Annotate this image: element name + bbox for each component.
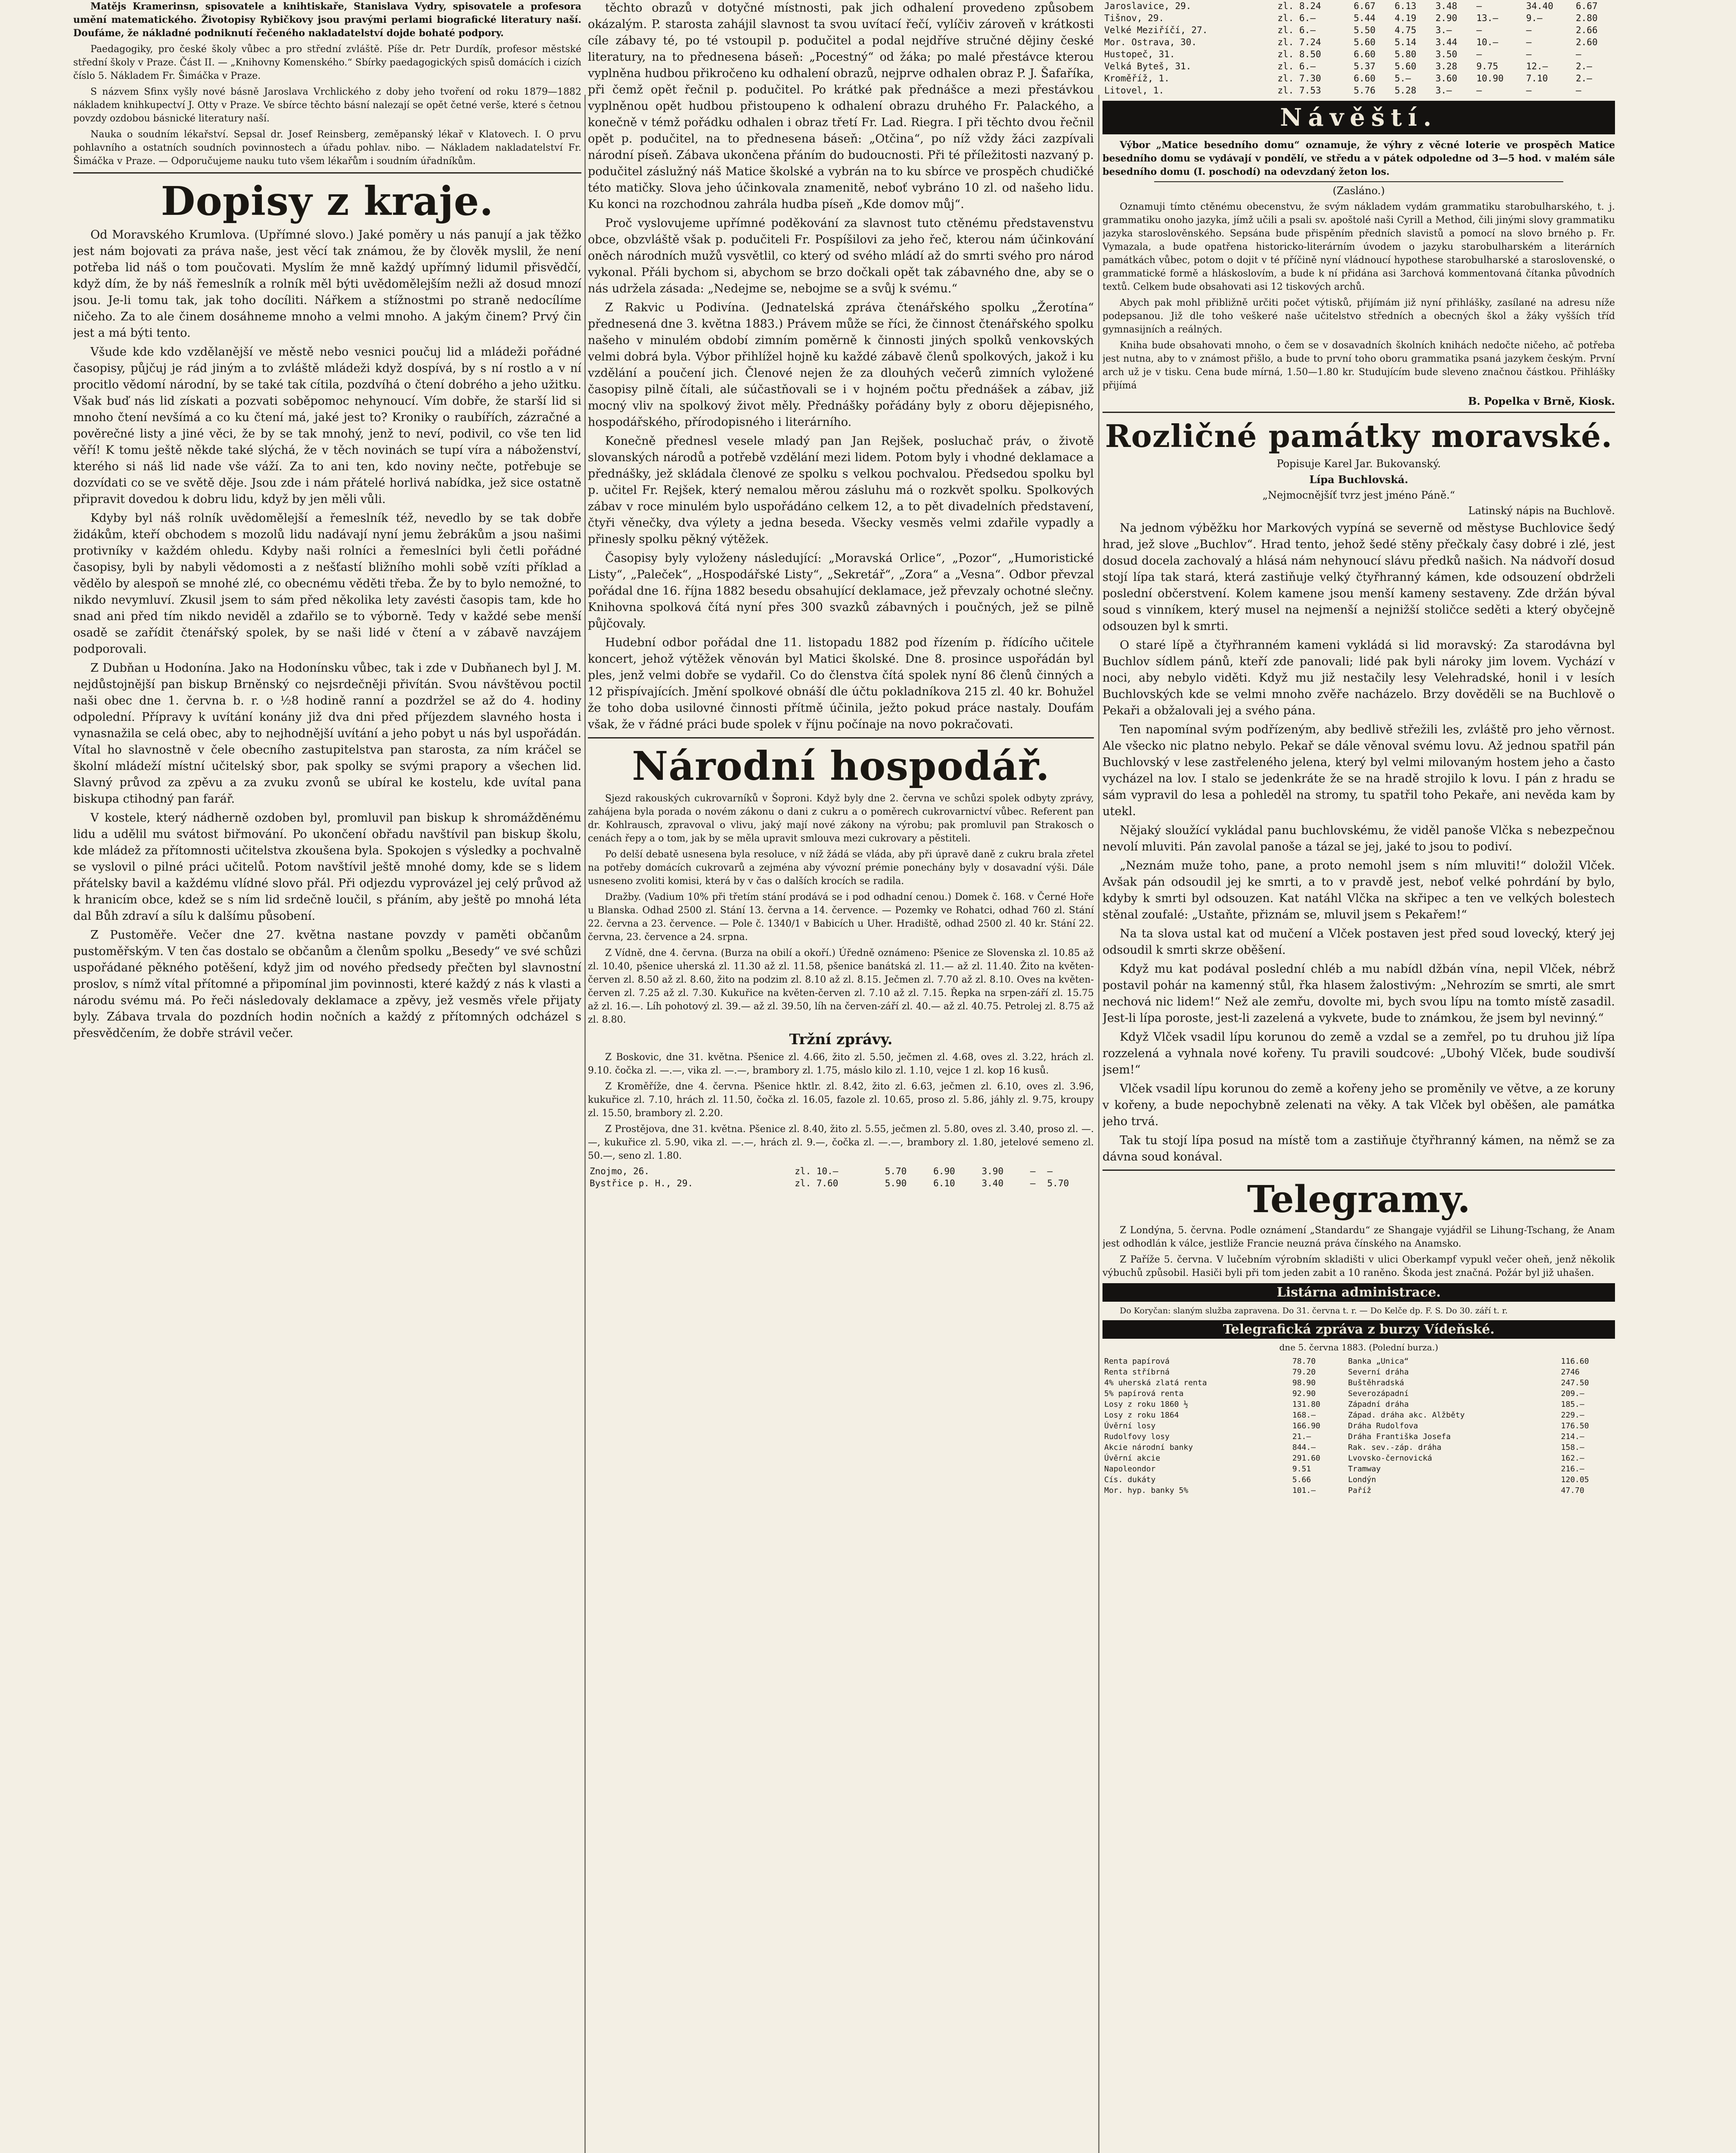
section-heading-hospodar: Národní hospodář. — [632, 743, 1050, 789]
article-paragraph: Dražby. (Vadium 10% při třetím stání prodává se i pod odhadní cenou.) Domek č. 168. v Černé Hoře u Blanska. Odhad 2500 zl. Stání 13. června a 14. července. — Pozemky ve Rohatci, odhad 760 zl. Stání 22. června a 23. července. — Pole č. 1340/1 v Babicích u Uher. Hradiště, odhad 2500 zl. 40 kr. Stání 22. června, 23. července a 24. srpna. — [588, 892, 1094, 943]
table-cell: 5.70 — [885, 1166, 907, 1176]
table-cell: 78.70 — [1292, 1357, 1316, 1366]
table-cell: Cís. dukáty — [1104, 1475, 1156, 1484]
article-paragraph: Z Vídně, dne 4. června. (Burza na obilí a okoří.) Úředně oznámeno: Pšenice ze Slovenska zl. 10.85 až zl. 10.40, pšenice uherská zl. 11.30 až zl. 11.58, pšenice banátská zl. 11.— až zl. 11.40. Žito na květen-červen zl. 8.50 až zl. 8.60, žito na podzim zl. 8.10 až zl. 8.15. Ječmen zl. 7.70 až zl. 8.10. Oves na květen-červen zl. 7.25 až zl. 7.30. Kukuřice na květen-červen zl. 7.10 až zl. 7.15. Řepka na srpen-září zl. 15.75 až zl. 16.—. Líh pohotový zl. 39.— až zl. 39.50, líh na červen-září zl. 40.— až zl. 40.75. Petrolej zl. 8.75 až zl. 8.80. — [588, 948, 1094, 1025]
table-cell: 6.67 — [1576, 1, 1598, 11]
intro-paragraph: S názvem Sfinx vyšly nové básně Jaroslava Vrchlického z doby jeho tvoření od roku 1879—1882 nákladem knihkupectví J. Otty v Praze. Ve sbírce těchto básní nalezají se opět četné verše, které s četnou povzdy ozdobou básnické literatury naší. — [73, 87, 581, 124]
table-row — [1102, 1377, 1615, 1388]
table-cell: 2.66 — [1576, 25, 1598, 35]
table-cell: Akcie národní banky — [1104, 1443, 1193, 1452]
table-cell: Hustopeč, 31. — [1104, 49, 1175, 59]
table-cell: 3.48 — [1435, 1, 1457, 11]
table-cell: Bystřice p. H., 29. — [590, 1178, 693, 1188]
column-left — [73, 0, 581, 2153]
zaslano-paragraph: Kniha bude obsahovati mnoho, o čem se v dosavadních školních knihách nedočte ničeho, ač potřeba jest nutna, aby to v známost přišlo, a bude to první toho oboru grammatika psaná jazykem českým. První arch už je v tisku. Cena bude mírná, 1.50—1.80 kr. Studujícím bude sleveno značnou částkou. Přihlášky přijímá — [1102, 340, 1615, 391]
table-cell: 229.— — [1561, 1411, 1584, 1420]
table-row — [1102, 1356, 1615, 1367]
column-rule — [1098, 95, 1099, 2153]
burse-sub: dne 5. června 1883. (Polední burza.) — [1279, 1342, 1438, 1353]
table-cell: Dráha Františka Josefa — [1348, 1432, 1451, 1441]
intro-paragraph: Nauka o soudním lékařství. Sepsal dr. Josef Reinsberg, zeměpanský lékař v Klatovech. I. O prvu pohlavního a ostatních soudních povinnostech a úřadu pohlav. nibo. — Nákladem nakladatelství Fr. Šimáčka v Praze. — Odporučujeme nauku tuto všem lékařům i soudním úřadníkům. — [73, 129, 581, 167]
table-cell: zl. 7.24 — [1277, 37, 1321, 47]
article-paragraph: V kostele, který nádherně ozdoben byl, promluvil pan biskup k shromážděnému lidu a udělil mu svátost biřmování. Po ukončení obřadu navštívil pan biskup školu, kde mládež za přítomnosti učitelstva zkoušena byla. Spokojen s výsledky a pochvalně se vyslovil o pilné práci učitelů. Potom navštívil ještě mnohé domy, kde se s lidem přátelsky bavil a každému vlídné slovo přál. Při odjezdu vyprovázel jej celý průvod až k hranicím obce, kdež se s ním lid srdečně loučil, s přáním, aby ještě po mnohá léta dal Bůh zdraví a sílu k dalšímu působení. — [73, 811, 581, 923]
table-cell: 10.— — [1476, 37, 1498, 47]
table-cell: zl. 6.— — [1277, 13, 1316, 23]
table-cell: 2.80 — [1576, 13, 1598, 23]
table-cell: zl. 10.— — [795, 1166, 838, 1176]
table-cell: 3.— — [1435, 85, 1452, 96]
table-row — [1102, 1399, 1615, 1410]
table-row — [1102, 1474, 1615, 1485]
listarna-line: Do Koryčan: slaným služba zapravena. Do 31. června t. r. — Do Kelče dp. F. S. Do 30. září t. r. — [1120, 1306, 1508, 1315]
table-cell: Londýn — [1348, 1475, 1376, 1484]
article-paragraph: Když mu kat podával poslední chléb a mu nabídl džbán vína, nepil Vlček, nébrž postavil pohár na kamenný stůl, řka hlasem žalostivým: „Nehrozím se smrti, ale smrt nechová nic lidem!“ Než ale zemřu, dovolte mi, bych svou lípu na tomto místě zasadil. Jest-li lípa poroste, jest-li zazelená a vykvete, bude to známkou, že jsem byl nevinný.“ — [1102, 962, 1615, 1025]
article-paragraph: Z Kroměříže, dne 4. června. Pšenice hktlr. zl. 8.42, žito zl. 6.63, ječmen zl. 6.10, oves zl. 3.96, kukuřice zl. 7.10, hrách zl. 11.50, čočka zl. 16.05, fazole zl. 10.65, proso zl. 5.86, jáhly zl. 9.75, kroupy zl. 15.50, brambory zl. 2.20. — [588, 1081, 1094, 1119]
table-cell: 6.10 — [933, 1178, 955, 1188]
divider — [73, 172, 581, 174]
table-cell: 4.19 — [1394, 13, 1416, 23]
article-paragraph: Z Pustoměře. Večer dne 27. května nastane povzdy v paměti občanům pustoměřským. V ten čas dostalo se občanům a členům spolku „Besedy“ ve své schůzi uspořádané pěkného potěšení, když jim od nového předsedy přečten byl slavnostní proslov, s nímž vítal přítomné a připomínal jim povinnosti, které každý z nás k vlasti a národu svému má. Po řeči následovaly deklamace a zpěvy, jež vesměs vřele přijaty byly. Zábava trvala do pozdních hodin nočních a každý z přítomných odcházel s přesvědčením, že dobře strávil večer. — [73, 928, 581, 1040]
table-cell: — — [1476, 85, 1482, 96]
table-cell: 9.75 — [1476, 61, 1498, 71]
table-cell: Losy z roku 1860 ½ — [1104, 1400, 1189, 1409]
lipa-title: Lípa Buchlovská. — [1309, 473, 1408, 486]
table-row — [1102, 72, 1615, 84]
table-row — [1102, 1464, 1615, 1474]
table-row — [1102, 48, 1615, 60]
table-cell: 5.— — [1394, 73, 1411, 84]
table-cell: 2.— — [1576, 61, 1592, 71]
table-row — [1102, 0, 1615, 12]
intro-paragraph: Paedagogiky, pro české školy vůbec a pro střední zvláště. Píše dr. Petr Durdík, profesor městské střední školy v Praze. Část II. — „Knihovny Komenského.“ Sbírky paedagogických spisů domácích i cizích číslo 5. Nákladem Fr. Šimáčka v Praze. — [73, 44, 581, 81]
table-cell: 166.90 — [1292, 1421, 1320, 1430]
table-cell: Tišnov, 29. — [1104, 13, 1165, 23]
table-row — [1102, 1421, 1615, 1431]
divider — [1102, 412, 1615, 413]
table-cell: Banka „Unica“ — [1348, 1357, 1409, 1366]
article-paragraph: Vlček vsadil lípu korunou do země a kořeny jeho se proměnily ve větve, a ze koruny v kořeny, a bude nepochybně zelenati na věky. A tak Vlček byl oběšen, ale památka jeho trvá. — [1102, 1082, 1615, 1128]
article-paragraph: Sjezd rakouských cukrovarníků v Šoproni. Když byly dne 2. června ve schůzi spolek odbyty zprávy, zahájena byla porada o novém zákonu o dani z cukru a o poměrech cukrovarnictví vůbec. Referent pan dr. Kohlrausch, zpravoval o vlivu, jaký mají nové zákony na výrobu; pak promluvil pan Strakosch o cenách řepy a o tom, jak by se měla upravit smlouva mezi cukrovary a pěstiteli. — [588, 793, 1094, 844]
table-cell: zl. 6.— — [1277, 61, 1316, 71]
author-line: Popisuje Karel Jar. Bukovanský. — [1276, 458, 1441, 470]
table-cell: zl. 7.53 — [1277, 85, 1321, 96]
table-cell: 92.90 — [1292, 1389, 1316, 1398]
table-cell: 6.90 — [933, 1166, 955, 1176]
table-cell: Dráha Rudolfova — [1348, 1421, 1418, 1430]
table-cell: 4% uherská zlatá renta — [1104, 1378, 1207, 1387]
table-cell: 2.60 — [1576, 37, 1598, 47]
navesti-banner: Návěští. — [1102, 101, 1615, 134]
middle-top-articles — [588, 0, 1094, 733]
table-cell: 6.60 — [1354, 73, 1376, 84]
table-cell: 5.44 — [1354, 13, 1376, 23]
intro-paragraph: Matějs Kramerinsn, spisovatele a knihtiskaře, Stanislava Vydry, spisovatele a profesora umění matematického. Životopisy Rybičkovy jsou pravými perlami biografické literatury naší. Doufáme, že nákladné podniknutí řečeného nakladatelství dojde bohaté podpory. — [73, 1, 581, 39]
table-row — [1102, 24, 1615, 36]
divider — [588, 737, 1094, 738]
article-paragraph: „Neznám muže toho, pane, a proto nemohl jsem s ním mluviti!“ doložil Vlček. Avšak pán odsoudil jej ke smrti, a to v pravdě jest, neboť velké pohrdání by bylo, kdyby k smrti byl odsouzen. Kat natáhl Vlčka na skřipec a ten ve velkých bolestech stěnal zoufalé: „Ustaňte, přiznám se, mluvil jsem s Pekařem!“ — [1102, 859, 1615, 921]
table-cell: Mor. hyp. banky 5% — [1104, 1486, 1189, 1495]
table-row — [1102, 1388, 1615, 1399]
telegramy-heading: Telegramy. — [1247, 1178, 1471, 1221]
article-paragraph: Z Dubňan u Hodonína. Jako na Hodonínsku vůbec, tak i zde v Dubňanech byl J. M. nejdůstojnější pan biskup Brněnský co nejsrdečněji přivítán. Svou návštěvou poctil naši obec dne 1. června b. r. o ½8 hodině ranní a pozdržel se až do 4. hodiny odpolední. Přípravy k uvítání konány již dva dni před příjezdem slavného hosta i vynasnažila se celá obec, aby to nejhodnější uvítání a jeho pobyt u nás byl uspořádán. Vítal ho slavnostně v čele obecního zastupitelstva pan starosta, za ním kráčel se školní mládeží místní učitelský sbor, pak spolky se svými prapory a všechen lid. Slavný průvod za zpěvu a za zvuku zvonů se ubíral ke kostelu, kde uvítal pana biskupa ctihodný pan farář. — [73, 661, 581, 806]
column-right — [1102, 0, 1615, 2153]
market-table-bottom — [588, 1165, 1094, 1189]
table-cell: 844.— — [1292, 1443, 1316, 1452]
article-paragraph: Když Vlček vsadil lípu korunou do země a vzdal se a zemřel, po tu druhou již lípa rozzelená a vyhnala nové kořeny. Tu pravili soudcové: „Ubohý Vlček, bude soudivší jsem!“ — [1102, 1030, 1615, 1076]
article-paragraph: Od Moravského Krumlova. (Upřímné slovo.) Jaké poměry u nás panují a jak těžko jest nám bojovati za práva naše, jest věcí tak známou, že by člověk myslil, že není potřeba lid náš o tom poučovati. Myslím že mně každý upřímný lidumil přisvědčí, když dím, že by náš řemeslník a rolník měl býti uvědomělejším nežli až dosud mnozí jsou. Je-li tomu tak, jak toho docíliti. Nářkem a stížnostmi po straně nedocílíme ničeho. Za to ale činem dosáhneme mnoho a velmi mnoho. A jakým činem? Prvý čin jest a má býti tento. — [73, 228, 581, 340]
table-cell: Znojmo, 26. — [590, 1166, 650, 1176]
table-cell: 3.44 — [1435, 37, 1457, 47]
article-paragraph: Na ta slova ustal kat od mučení a Vlček postaven jest před soud lovecký, který jej odsoudil k smrti skrze oběšení. — [1102, 927, 1615, 957]
table-row — [1102, 12, 1615, 24]
table-cell: 158.— — [1561, 1443, 1584, 1452]
table-cell: 5.70 — [1047, 1178, 1069, 1188]
table-cell: 5.60 — [1394, 61, 1416, 71]
table-row — [1102, 1367, 1615, 1377]
table-cell: — — [1526, 37, 1532, 47]
article-paragraph: Časopisy byly vyloženy následující: „Moravská Orlice“, „Pozor“, „Humoristické Listy“, „Paleček“, „Hospodářské Listy“, „Sekretář“, „Zora“ a „Vesna“. Odbor převzal pořádal dne 16. října 1882 besedu obsahující deklamace, jež převzaly ochotné slečny. Knihovna spolková čítá nyní přes 300 svazků zábavných i poučných, jež se pilně půjčovaly. — [588, 552, 1094, 630]
table-cell: Paříž — [1348, 1486, 1372, 1495]
table-cell: zl. 7.60 — [795, 1178, 838, 1188]
motto: „Nejmocnějšíť tvrz jest jméno Páně.“ — [1262, 489, 1455, 501]
table-cell: 2.90 — [1435, 13, 1457, 23]
table-cell: — — [1576, 85, 1581, 96]
table-cell: 7.10 — [1526, 73, 1548, 84]
table-cell: 3.50 — [1435, 49, 1457, 59]
table-cell: 3.28 — [1435, 61, 1457, 71]
table-row — [588, 1177, 1094, 1189]
table-cell: — — [1030, 1178, 1036, 1188]
table-cell: 5.76 — [1354, 85, 1376, 96]
table-cell: 120.05 — [1561, 1475, 1589, 1484]
table-cell: 5.90 — [885, 1178, 907, 1188]
table-cell: 3.— — [1435, 25, 1452, 35]
table-cell: 101.— — [1292, 1486, 1316, 1495]
table-cell: 291.60 — [1292, 1454, 1320, 1463]
table-cell: 247.50 — [1561, 1378, 1589, 1387]
article-paragraph: těchto obrazů v dotyčné místnosti, pak jich odhalení provedeno způsobem okázalým. P. starosta zahájil slavnost ta svou uvítací řečí, vylíčiv zároveň v krátkosti cíle zábavy té, po té vstoupil p. podučitel a podal nejdříve stručné dějiny české literatury, na to přednesena báseň: „Pocestný“ od žáka; po malé přestávce kterou vyplněna hudbou přikročeno ku odhalení obrazů, nejprve odhalen obraz P. J. Šafaříka, při čemž opět řečnil p. podučitel. Po krátké pak přednášce a mezi přestávkou vyplněnou opět hudbou přistoupeno k odhalení obrazu druhého Fr. Palackého, a konečně v témž pořádku odhalen i obraz třetí Fr. Lad. Riegra. I při těchto dvou řečnil opět p. podučitel, na to přednesena báseň: „Otčina“, po níž vždy žáci zazpívali národní píseň. Zábava ukončena přáním do budoucnosti. Při té příležitosti nazvaný p. podučitel záslužný náš Matice školské a vybrán na to ku sbírce ve prospěch chudičké této matičky. Slova jeho účinkovala znamenitě, neboť vybráno 10 zl. od našeho lidu. Ku konci na rozchodnou zahrála hudba píseň „Kde domov můj“. — [588, 1, 1094, 211]
table-cell: 185.— — [1561, 1400, 1584, 1409]
listarna-banner: Listárna administrace. — [1102, 1283, 1615, 1302]
article-paragraph: Proč vyslovujeme upřímné poděkování za slavnost tuto ctěnému představenstvu obce, obzvláště však p. podučiteli Fr. Pospíšilovi za jeho řeč, kterou nám účinkování oněch národních mužů vysvětlil, co který od svého mládí až do smrti svého pro národ vykonal. Přáli bychom si, abychom se brzo dočkali opět tak zábavného dne, aby se o nás udržela zásada: „Nedejme se, nebojme se a svůj k svému.“ — [588, 217, 1094, 295]
table-cell: 21.— — [1292, 1432, 1311, 1441]
zaslano-signature: B. Popelka v Brně, Kiosk. — [1468, 395, 1615, 407]
table-cell: Lvovsko-černovická — [1348, 1454, 1432, 1463]
market-news-heading: Tržní zprávy. — [789, 1031, 893, 1048]
table-cell: 3.40 — [981, 1178, 1004, 1188]
table-cell: 9.— — [1526, 13, 1543, 23]
table-cell: Západní dráha — [1348, 1400, 1409, 1409]
table-cell: Renta stříbrná — [1104, 1368, 1170, 1377]
table-cell: — — [1476, 49, 1482, 59]
table-cell: — — [1526, 25, 1532, 35]
table-cell: 5.60 — [1354, 37, 1376, 47]
table-cell: Rak. sev.-záp. dráha — [1348, 1443, 1441, 1452]
table-cell: 3.90 — [981, 1166, 1004, 1176]
table-cell: 98.90 — [1292, 1378, 1316, 1387]
table-row — [1102, 84, 1615, 96]
hospodar-body — [588, 792, 1094, 1163]
table-cell: 131.80 — [1292, 1400, 1320, 1409]
table-cell: Velká Byteš, 31. — [1104, 61, 1192, 71]
section-heading-dopisy: Dopisy z kraje. — [161, 178, 494, 224]
dopisy-body — [73, 227, 581, 1042]
article-paragraph: Po delší debatě usnesena byla resoluce, v níž žádá se vláda, aby při úpravě daně z cukru brala zřetel na potřeby domácích cukrovarů a zejména aby vývozní prémie ponechány byly v dosavadní výši. Dále usneseno zvoliti komisi, která by v čas o dalších krocích se radila. — [588, 849, 1094, 887]
zaslano-paragraph: Abych pak mohl přibližně určiti počet výtisků, přijímám již nyní přihlášky, zasílané na adresu níže podepsanou. Již dle toho veškeré naše učitelstvo středních a obecných škol a žáky vyšších tříd gymnasijních a reálných. — [1102, 298, 1615, 335]
table-cell: 209.— — [1561, 1389, 1584, 1398]
table-cell: — — [1476, 25, 1482, 35]
article-paragraph: Konečně přednesl vesele mladý pan Jan Rejšek, posluchač práv, o životě slovanských národů a potřebě vzdělání mezi lidem. Potom byly i vhodné deklamace a přednášky, jež skládala členové ze spolku s velkou pochvalou. Předsedou spolku byl p. učitel Fr. Rejšek, který nemalou měrou zásluhu má o rozkvět spolku. Spolkových zábav v roce minulém bylo uspořádáno celkem 12, a to pět divadelních představení, čtyři věnečky, dva výlety a jedna beseda. Všecky vesměs velmi zdařile vypadly a přinesly spolku pěkný výtěžek. — [588, 434, 1094, 546]
table-cell: 5.37 — [1354, 61, 1376, 71]
table-cell: 5% papírová renta — [1104, 1389, 1184, 1398]
table-cell: 6.13 — [1394, 1, 1416, 11]
table-cell: 176.50 — [1561, 1421, 1589, 1430]
article-paragraph: Tak tu stojí lípa posud na místě tom a zastiňuje čtyřhranný kámen, na němž se za dávna soud konával. — [1102, 1134, 1615, 1163]
zaslano-label: (Zasláno.) — [1332, 185, 1385, 197]
article-paragraph: Ten napomínal svým podřízeným, aby bedlivě střežili les, zvláště pro jeho věrnost. Ale všecko nic platno nebylo. Pekař se dále věnoval svému lovu. Až jednou spatřil pán Buchlovský v lese zastřeleného jelena, který byl velmi milovaným hostem jeho a často vycházel na lov. I stalo se jedenkráte že se na hradě strojilo k lovu. I pán z hradu se sám vypravil do lesa a pohleděl na stromy, tu spatřil toho Pekaře, ani nevěda kam by utekl. — [1102, 723, 1615, 818]
table-cell: 13.— — [1476, 13, 1498, 23]
table-cell: Severní dráha — [1348, 1368, 1409, 1377]
divider — [1154, 181, 1563, 182]
market-prices-table — [1102, 0, 1615, 96]
table-row — [1102, 1442, 1615, 1453]
table-cell: 216.— — [1561, 1464, 1584, 1474]
table-cell: Kroměříž, 1. — [1104, 73, 1170, 84]
section-heading-pamatky: Rozličné památky moravské. — [1105, 418, 1613, 454]
table-cell: 4.75 — [1394, 25, 1416, 35]
table-row — [1102, 1431, 1615, 1442]
telegram-item: Z Paříže 5. června. V lučebním výrobním skladišti v ulici Oberkampf vypukl večer oheň, jenž několik výbuchů způsobil. Hasiči byli při tom jeden zabit a 10 raněno. Škoda jest značná. Požár byl již uhašen. — [1102, 1254, 1615, 1278]
article-paragraph: Nějaký sloužící vykládal panu buchlovskému, že viděl panoše Vlčka s nebezpečnou nevolí mluviti. Pán zavolal panoše a tázal se jej, jaké to jsou to podiví. — [1102, 824, 1615, 853]
burse-banner: Telegrafická zpráva z burzy Vídeňské. — [1102, 1320, 1615, 1339]
table-cell: Napoleondor — [1104, 1464, 1156, 1474]
table-cell: 116.60 — [1561, 1357, 1589, 1366]
table-cell: 3.60 — [1435, 73, 1457, 84]
zaslano-paragraph: Oznamuji tímto ctěnému obecenstvu, že svým nákladem vydám grammatiku starobulharského, t. j. grammatiku onoho jazyka, jímž učili a psali sv. apoštolé naši Cyrill a Method, čili jinými slovy grammatiku jazyka staroslověnského. Sepsána bude přispěním předních slavistů a pomocí na slovo brného p. Fr. Vymazala, a bude opatřena historicko-literárním úvodem o jazyku starobulharském a literárních památkách vůbec, potom o dojit v té příčině nyní vládnoucí hypothese starobulharské a staroslovenské, o grammatické formě a hláskoslovím, a bude k ní přidána asi 3archová kommentovaná čítanka původních textů. Celkem bude obsahovati asi 12 tiskových archů. — [1102, 202, 1615, 292]
navesti-text: Výbor „Matice besedního domu“ oznamuje, že výhry z věcné loterie ve prospěch Matice besedního domu se vydávají v pondělí, ve středu a v pátek odpoledne od 3—5 hod. v malém sále besedního domu (I. poschodí) na odevzdaný žeton los. — [1102, 140, 1615, 177]
article-paragraph: O staré lípě a čtyřhranném kameni vykládá si lid moravský: Za starodávna byl Buchlov sídlem pánů, kteří zde panovali; lidé pak byli nároky jim lovem. Vychází v noci, aby nebylo viděti. Když mu již nestačily lesy Velehradské, honil i v lesích Buchlovských kde se velmi mnoho zvěře nacházelo. Brzy dověděli se na Buchlově o Pekaři a obžalovali jej a svého pána. — [1102, 639, 1615, 717]
article-paragraph: Z Prostějova, dne 31. května. Pšenice zl. 8.40, žito zl. 5.55, ječmen zl. 5.80, oves zl. 3.40, proso zl. —.—, kukuřice zl. 5.90, vika zl. —.—, hrách zl. 9.—, čočka zl. —.—, brambory zl. 1.80, jetelové semeno zl. 50.—, seno zl. 1.80. — [588, 1124, 1094, 1161]
article-paragraph: Z Rakvic u Podivína. (Jednatelská zpráva čtenářského spolku „Žerotína“ přednesená dne 3. května 1883.) Právem může se říci, že činnost čtenářského spolku našeho v minulém období zimním poměrně k činnosti jiných spolků venkovských velmi dobrá byla. Výbor přihlížel hojně ku každé zábavě členů spolkových, jakož i ku vzdělání a poučení jich. Členové nejen že za dlouhých večerů zimních vyložené časopisy pilně čítali, ale súčastňovali se i v hojném počtu přednášek a zábav, již mocný vliv na spolkový život měly. Přednášky pořádány byly z oboru dějepisného, hospodářského, přírodopisného i literárního. — [588, 301, 1094, 429]
table-cell: Losy z roku 1864 — [1104, 1411, 1179, 1420]
table-cell: 168.— — [1292, 1411, 1316, 1420]
article-paragraph: Z Boskovic, dne 31. května. Pšenice zl. 4.66, žito zl. 5.50, ječmen zl. 4.68, oves zl. 3.22, hrách zl. 9.10. čočka zl. —.—, vika zl. —.—, brambory zl. 1.75, máslo kilo zl. 1.10, vejce 1 zl. kop 16 kusů. — [588, 1052, 1094, 1076]
table-row — [588, 1165, 1094, 1177]
table-cell: Západ. dráha akc. Alžběty — [1348, 1411, 1465, 1420]
table-cell: 2746 — [1561, 1368, 1580, 1377]
table-cell: 5.66 — [1292, 1475, 1311, 1484]
article-paragraph: Kdyby byl náš rolník uvědomělejší a řemeslník též, nevedlo by se tak dobře židákům, kteří obchodem s mozolů lidu nadávají nyní jemu žebrákům a jsou našimi protivníky v každém ohledu. Kdyby naši rolníci a řemeslníci byli četli pořádné časopisy, byli by nabyli vědomosti a z nešťastí bližního mohli sobě vzíti příklad a vědělo by alespoň se mnohé zlé, co obecnému věděti třeba. Že by to bylo nemožné, to nikdo nevymluví. Zkusil jsem to sám před několika lety zavésti časopis tam, kde ho snad ani před tím nikdo neviděl a zdařilo se to výborně. Tedy v každé sebe menší osadě se zařídit čtenářský spolek, by se naši lidé v čtení a v zábavě navzájem podporovali. — [73, 512, 581, 656]
table-cell: Úvěrní akcie — [1104, 1454, 1161, 1463]
table-cell: 9.51 — [1292, 1464, 1311, 1474]
table-cell: Litovel, 1. — [1104, 85, 1165, 96]
column-rule — [584, 95, 586, 2153]
table-cell: zl. 8.24 — [1277, 1, 1321, 11]
table-cell: Buštěhradská — [1348, 1378, 1404, 1387]
telegram-item: Z Londýna, 5. června. Podle oznámení „Standardu“ ze Shangaje vyjádřil se Lihung-Tschang, že Anam jest odhodlán k válce, jestliže Francie neuzná práva čínského na Anamsko. — [1102, 1225, 1615, 1249]
table-row — [1102, 1410, 1615, 1421]
table-cell: 12.— — [1526, 61, 1548, 71]
article-paragraph: Na jednom výběžku hor Markových vypíná se severně od městyse Buchlovice šedý hrad, jež slove „Buchlov“. Hrad tento, jehož šedé stěny přečkaly časy dobré i zlé, jest dosud docela zachovalý a hlásá nám nehynoucí slávu předků našich. Na nádvoří dosud stojí lípa tak stará, která zastiňuje velký čtyřhranný kámen, kde odsouzení obdrželi poslední občerstvení. Kolem kamene jsou menší kameny sestaveny. Zde držán býval soud s vinníkem, který musel na nejmenší a nejnižší stoličce seděti a který obyčejně odsouzen byl k smrti. — [1102, 521, 1615, 633]
table-row — [1102, 36, 1615, 48]
burse-table — [1102, 1356, 1615, 1496]
table-cell: Velké Meziříčí, 27. — [1104, 25, 1208, 35]
table-cell: 214.— — [1561, 1432, 1584, 1441]
table-cell: Rudolfovy losy — [1104, 1432, 1170, 1441]
table-row — [1102, 1485, 1615, 1496]
table-cell: zl. 6.— — [1277, 25, 1316, 35]
table-cell: Renta papírová — [1104, 1357, 1170, 1366]
table-cell: — — [1047, 1166, 1053, 1176]
intro-notices — [73, 0, 581, 168]
table-cell: — — [1476, 1, 1482, 11]
table-cell: 5.28 — [1394, 85, 1416, 96]
table-cell: zl. 7.30 — [1277, 73, 1321, 84]
table-cell: — — [1030, 1166, 1036, 1176]
table-cell: 6.60 — [1354, 49, 1376, 59]
article-paragraph: Všude kde kdo vzdělanější ve městě nebo vesnici poučuj lid a mládeži pořádné časopisy, půjčuj je rád jiným a to zvláště mládeži když dospívá, by s ní rostlo a v ní procitlo vědomí národní, by se také tak cítila, pozdvíhá o čtení dobrého a jeho užitku. Však buď nás lid získati a pozvati soběpomoc nehynoucí. Vím dobře, že starší lid si mnoho čtení nevšímá a co ku čtení má, jaké jest to? Kroniky o raubířích, zázračné a pověrečné listy a jiné věci, že by se tak mnohý, jenž to neví, podivil, co vše ten lid věří! K tomu ještě někde také slýchá, že v těch novinách se tupí víra a náboženství, kterého si náš lid nade vše váží. Za to ani ten, kdo noviny nečte, potřebuje se dozvídati co se ve světě děje. Jsou zde i nám přátelé horlivá nabídka, jež sice ostatně připravit dovedou k dobru lidu, když by jen měli vůli. — [73, 345, 581, 506]
table-cell: 79.20 — [1292, 1368, 1316, 1377]
table-row — [1102, 60, 1615, 72]
table-row — [1102, 1453, 1615, 1464]
table-cell: 47.70 — [1561, 1486, 1584, 1495]
motto-source: Latinský nápis na Buchlově. — [1468, 505, 1615, 517]
table-cell: 5.80 — [1394, 49, 1416, 59]
article-paragraph: Hudební odbor pořádal dne 11. listopadu 1882 pod řízením p. řídícího učitele koncert, jehož výtěžek věnován byl Matici školské. Dne 8. prosince uspořádán byl ples, jenž velmi dobře se vydařil. Co do členstva čítá spolek nyní 86 členů činných a 12 přispívajících. Jmění spolkové obnáší dle účtu pokladníkova 215 zl. 40 kr. Bohužel že toho doba usilovné činnosti přítmě účinila, ježto pokud práce nastaly. Doufám však, že v řádné práci bude spolek v říjnu počínaje na novo pokračovati. — [588, 636, 1094, 731]
table-cell: Mor. Ostrava, 30. — [1104, 37, 1197, 47]
table-cell: — — [1526, 49, 1532, 59]
table-cell: — — [1576, 49, 1581, 59]
table-cell: Severozápadní — [1348, 1389, 1409, 1398]
table-cell: 6.67 — [1354, 1, 1376, 11]
table-cell: 10.90 — [1476, 73, 1504, 84]
table-cell: Úvěrní losy — [1104, 1421, 1156, 1430]
table-cell: Jaroslavice, 29. — [1104, 1, 1192, 11]
table-cell: 5.14 — [1394, 37, 1416, 47]
table-cell: Tramway — [1348, 1464, 1381, 1474]
column-middle — [588, 0, 1094, 2153]
table-cell: 34.40 — [1526, 1, 1553, 11]
divider — [1102, 1170, 1615, 1171]
table-cell: 162.— — [1561, 1454, 1584, 1463]
pamatky-body — [1102, 520, 1615, 1165]
table-cell: zl. 8.50 — [1277, 49, 1321, 59]
table-cell: 2.— — [1576, 73, 1592, 84]
table-cell: — — [1526, 85, 1532, 96]
table-cell: 5.50 — [1354, 25, 1376, 35]
